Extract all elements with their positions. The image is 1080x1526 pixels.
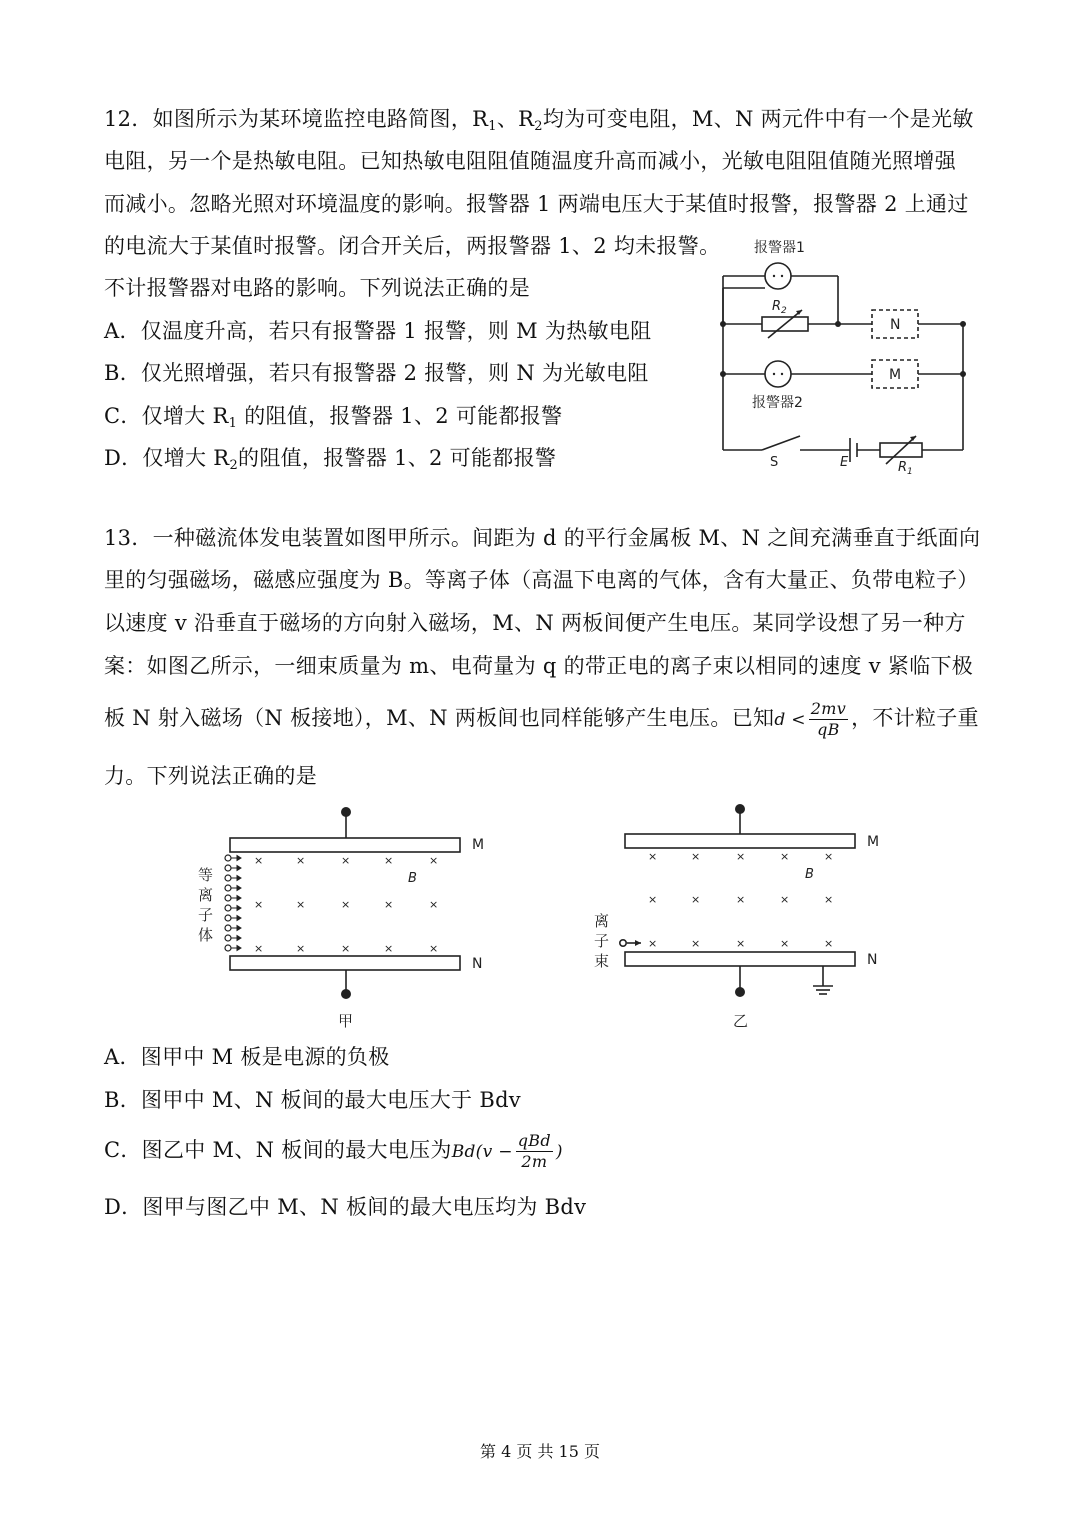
plate-m-label: M	[472, 837, 485, 853]
particle-velocity-arrow	[231, 886, 241, 891]
q12-option-d	[104, 443, 556, 481]
field-cross-mark: ×	[780, 893, 790, 906]
option-text: C．图乙中 M、N 板间的最大电压为	[104, 1138, 452, 1162]
particle-velocity-arrow	[231, 946, 241, 951]
q12-stem-line3: 而减小。忽略光照对环境温度的影响。报警器 1 两端电压大于某值时报警，报警器 2 上通过	[104, 192, 969, 216]
q12-stem-line2: 电阻，另一个是热敏电阻。已知热敏电阻阻值随温度升高而减小，光敏电阻阻值随光照增强	[104, 149, 956, 173]
q13-option-b: B．图甲中 M、N 板间的最大电压大于 Bdv	[104, 1088, 521, 1112]
circuit-diagram	[700, 228, 980, 483]
fraction-numerator: qBd	[517, 1131, 551, 1150]
field-cross-mark: ×	[254, 854, 264, 867]
particle-velocity-arrow	[231, 876, 241, 881]
field-cross-mark: ×	[648, 937, 658, 950]
source-label: E	[840, 455, 849, 470]
plasma-label-char: 子	[198, 906, 214, 924]
fraction-2mv-over-qb	[809, 699, 848, 740]
field-cross-mark: ×	[296, 898, 306, 911]
fraction-denominator: qB	[817, 720, 840, 739]
field-cross-mark: ×	[824, 893, 834, 906]
q13-stem-line4: 案：如图乙所示，一细束质量为 m、电荷量为 q 的带正电的离子束以相同的速度 v 紧临下极	[104, 654, 974, 678]
q13-option-c	[104, 1128, 563, 1174]
inequality-lhs: d <	[774, 710, 806, 730]
plasma-particle	[225, 915, 231, 921]
subscript: 2	[229, 458, 239, 473]
option-text: 的阻值，报警器 1、2 可能都报警	[237, 404, 563, 428]
n-element-label: N	[890, 317, 901, 333]
plasma-particle	[225, 885, 231, 891]
fraction-denominator: 2m	[521, 1152, 548, 1171]
alarm1-label: 报警器1	[754, 240, 805, 256]
field-cross-mark: ×	[780, 850, 790, 863]
particle-velocity-arrow	[231, 866, 241, 871]
beam-label-char: 离	[594, 912, 610, 930]
figure-caption-yi: 乙	[733, 1012, 749, 1030]
q13-stem-line1: 13．一种磁流体发电装置如图甲所示。间距为 d 的平行金属板 M、N 之间充满垂直于纸面向	[104, 526, 981, 550]
r2-label: R	[772, 299, 782, 314]
field-cross-mark: ×	[691, 893, 701, 906]
beam-label-char: 子	[594, 932, 610, 950]
q12-option-a: A．仅温度升高，若只有报警器 1 报警，则 M 为热敏电阻	[104, 319, 652, 343]
q12-stem-text: 12．如图所示为某环境监控电路简图，R	[104, 107, 489, 131]
field-cross-mark: ×	[824, 850, 834, 863]
beam-label-char: 束	[594, 952, 610, 970]
particle-velocity-arrow	[231, 936, 241, 941]
field-cross-mark: ×	[691, 937, 701, 950]
field-cross-mark: ×	[691, 850, 701, 863]
field-cross-mark: ×	[384, 898, 394, 911]
plate-m-label: M	[867, 834, 880, 850]
field-cross-mark: ×	[254, 942, 264, 955]
field-cross-mark: ×	[429, 854, 439, 867]
option-text: 的阻值，报警器 1、2 可能都报警	[238, 446, 557, 470]
field-cross-mark: ×	[429, 942, 439, 955]
field-cross-mark: ×	[780, 937, 790, 950]
field-cross-mark: ×	[429, 898, 439, 911]
q13-stem-text: ，不计粒子重	[851, 706, 979, 730]
field-cross-mark: ×	[296, 854, 306, 867]
plasma-label-char: 离	[198, 886, 214, 904]
q12-stem-line4: 的电流大于某值时报警。闭合开关后，两报警器 1、2 均未报警。	[104, 234, 721, 258]
subscript: 2	[534, 119, 543, 134]
field-cross-mark: ×	[341, 854, 351, 867]
q13-stem-text: 板 N 射入磁场（N 板接地），M、N 两板间也同样能够产生电压。已知	[104, 706, 775, 730]
plasma-particle	[225, 935, 231, 941]
r1-sub: 1	[907, 467, 913, 477]
particle-velocity-arrow	[231, 856, 241, 861]
formula-part: Bd(v −	[451, 1142, 513, 1162]
field-cross-mark: ×	[384, 854, 394, 867]
figure-caption-jia: 甲	[338, 1012, 354, 1030]
q13-stem-line2: 里的匀强磁场，磁感应强度为 B。等离子体（高温下电离的气体，含有大量正、负带电粒子）	[104, 568, 979, 592]
plasma-label-char: 等	[198, 866, 214, 884]
formula-part: )	[555, 1142, 563, 1162]
r2-sub: 2	[781, 306, 787, 316]
field-cross-mark: ×	[736, 937, 746, 950]
m-element-label: M	[889, 367, 902, 383]
q12-option-b: B．仅光照增强，若只有报警器 2 报警，则 N 为光敏电阻	[104, 361, 649, 385]
q12-stem-text: 均为可变电阻，M、N 两元件中有一个是光敏	[542, 107, 974, 131]
field-b-label: B	[805, 867, 814, 882]
figure-yi	[585, 800, 905, 1040]
q13-stem-line3: 以速度 v 沿垂直于磁场的方向射入磁场，M、N 两板间便产生电压。某同学设想了另一种方	[104, 611, 966, 635]
particle-velocity-arrow	[231, 916, 241, 921]
plasma-particle	[225, 865, 231, 871]
plate-n-label: N	[472, 956, 483, 972]
field-cross-mark: ×	[254, 898, 264, 911]
q13-stem-line5	[104, 696, 979, 742]
option-text: C．仅增大 R	[104, 404, 229, 428]
field-cross-mark: ×	[384, 942, 394, 955]
q12-stem-line1	[104, 104, 974, 142]
q13-option-d: D．图甲与图乙中 M、N 板间的最大电压均为 Bdv	[104, 1195, 587, 1219]
switch-label: S	[770, 455, 779, 470]
plasma-particle	[225, 895, 231, 901]
particle-velocity-arrow	[231, 906, 241, 911]
fraction-numerator: 2mv	[810, 699, 847, 718]
q12-stem-line5: 不计报警器对电路的影响。下列说法正确的是	[104, 276, 530, 300]
alarm2-label: 报警器2	[752, 395, 803, 411]
plasma-particle	[225, 945, 231, 951]
field-b-label: B	[408, 871, 417, 886]
plasma-particle	[225, 905, 231, 911]
plasma-particle	[225, 875, 231, 881]
particle-velocity-arrow	[231, 896, 241, 901]
field-cross-mark: ×	[341, 898, 351, 911]
fraction-qbd-over-2m	[516, 1131, 553, 1172]
plasma-particle	[225, 855, 231, 861]
q12-stem-text: 、R	[496, 107, 535, 131]
page-footer: 第 4 页 共 15 页	[480, 1442, 600, 1461]
subscript: 1	[228, 416, 238, 431]
r1-label: R	[898, 460, 908, 475]
particle-velocity-arrow	[231, 926, 241, 931]
q13-option-a: A．图甲中 M 板是电源的负极	[104, 1045, 390, 1069]
field-cross-mark: ×	[736, 893, 746, 906]
field-cross-mark: ×	[736, 850, 746, 863]
field-cross-mark: ×	[296, 942, 306, 955]
plasma-label-char: 体	[198, 926, 214, 944]
q13-stem-line6: 力。下列说法正确的是	[104, 764, 317, 788]
field-cross-mark: ×	[824, 937, 834, 950]
option-text: D．仅增大 R	[104, 446, 230, 470]
figure-jia	[190, 800, 510, 1040]
subscript: 1	[488, 119, 497, 134]
field-cross-mark: ×	[648, 893, 658, 906]
q12-option-c	[104, 401, 562, 439]
field-cross-mark: ×	[341, 942, 351, 955]
field-cross-mark: ×	[648, 850, 658, 863]
plasma-particle	[225, 925, 231, 931]
plate-n-label: N	[867, 952, 878, 968]
